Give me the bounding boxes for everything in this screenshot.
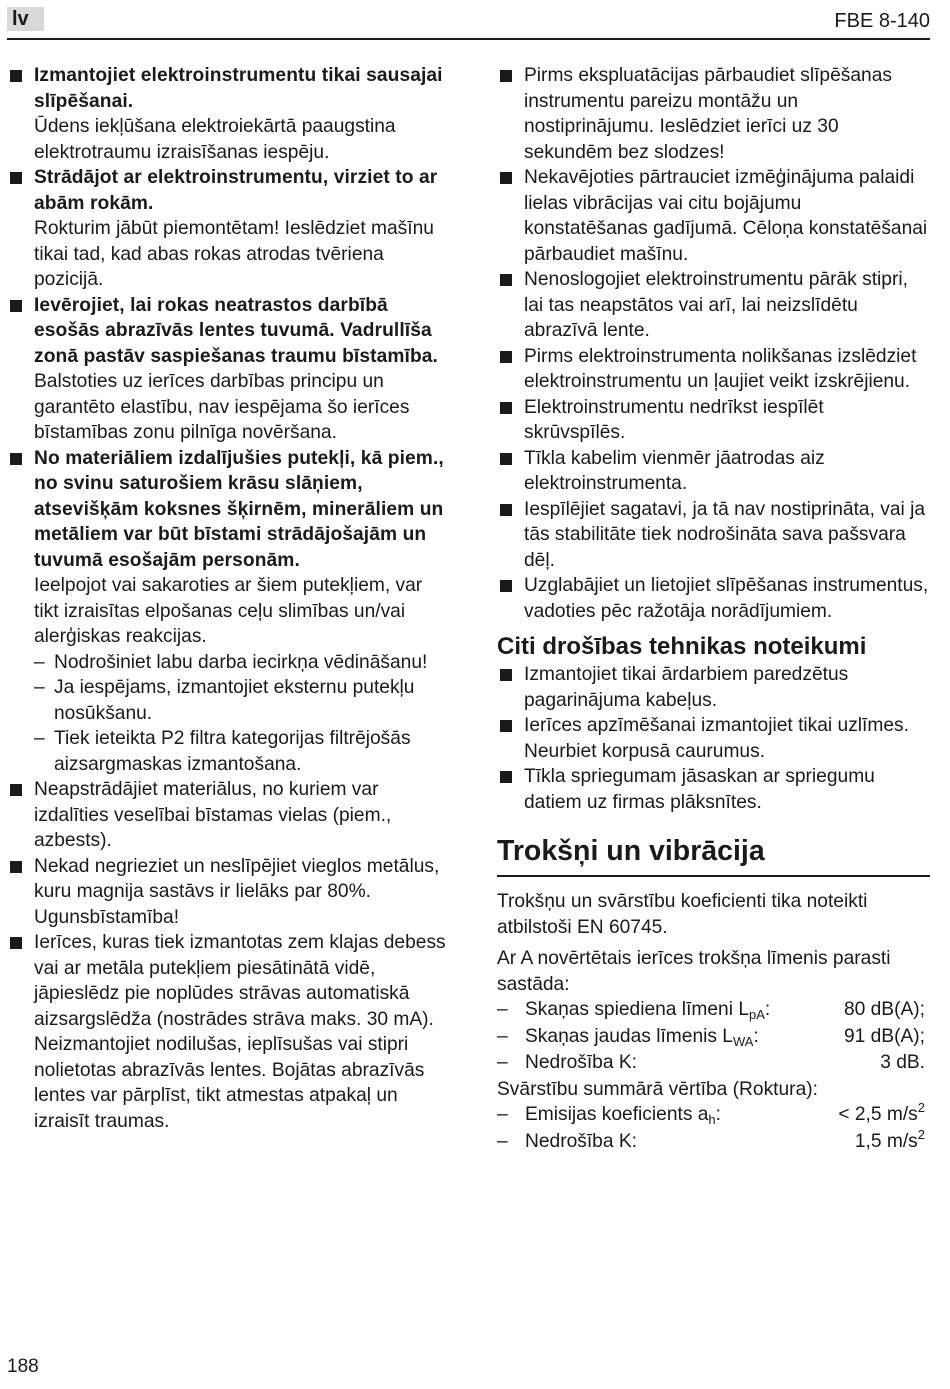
bullet-square-icon xyxy=(10,70,22,82)
item-text: Ieelpojot vai sakaroties ar šiem putekļiem, var tikt izraisītas elpošanas ceļu slimības un/vai alerģiskas reakcijas. xyxy=(34,575,423,647)
dash-mark: – xyxy=(34,728,45,749)
bullet-square-icon xyxy=(500,720,512,732)
item-text: Nenoslogojiet elektroinstrumentu pārāk stipri, lai tas neapstātos vai arī, lai neizslīdētu abrazīvā lente. xyxy=(524,269,908,341)
header-rule xyxy=(7,38,930,40)
noise-intro-text: Trokšņu un svārstību koeficienti tika noteikti atbilstoši EN 60745. xyxy=(497,891,868,938)
right-column xyxy=(497,63,930,1155)
dash-item xyxy=(7,650,447,676)
spec-row-sound-pressure xyxy=(497,997,930,1024)
item-text: Ūdens iekļūšana elektroiekārtā paaugstina elektrotraumu izraisīšanas iespēju. xyxy=(34,116,396,163)
dash-mark: – xyxy=(497,999,508,1020)
item-text: Rokturim jābūt piemontētam! Ieslēdziet mašīnu tikai tad, kad abas rokas atrodas tvēriena pozicijā. xyxy=(34,218,434,290)
item-bold-text: Ievērojiet, lai rokas neatrastos darbībā esošās abrazīvās lentes tuvumā. Vadrullīša zonā pastāv saspiešanas traumu bīstamība. xyxy=(34,294,438,367)
spec-value: 80 dB(A); xyxy=(843,999,925,1020)
item-bold-text: Strādājot ar elektroinstrumentu, virziet to ar abām rokām. xyxy=(34,167,438,214)
item-text: Iespīlējiet sagatavi, ja tā nav nostiprināta, vai ja tās stabilitāte tiek nodrošināta sava pašsvara dēļ. xyxy=(524,498,926,571)
item-text: Nekad negrieziet un neslīpējiet vieglos metālus, kuru magnija sastāvs ir lielāks par 80%. Ugunsbīstamība! xyxy=(34,855,440,928)
dash-text: Ja iespējams, izmantojiet eksternu putekļu nosūkšanu. xyxy=(54,677,415,724)
spec-label: Nedrošība K: xyxy=(525,1130,637,1152)
bullet-square-icon xyxy=(500,172,512,184)
dash-text: Tiek ieteikta P2 filtra kategorijas filtrējošās aizsargmaskas izmantošana. xyxy=(54,728,411,775)
list-item xyxy=(7,777,447,854)
item-text: Uzglabājiet un lietojiet slīpēšanas instrumentus, vadoties pēc ražotāja norādījumiem. xyxy=(524,575,929,622)
spec-row-sound-power xyxy=(497,1024,930,1051)
list-item xyxy=(7,165,447,293)
bullet-square-icon xyxy=(500,580,512,592)
spec-row-noise-uncertainty xyxy=(497,1050,930,1077)
dash-mark: – xyxy=(497,1104,508,1125)
bullet-square-icon xyxy=(10,300,22,312)
item-text: Ierīces, kuras tiek izmantotas zem klajas debess vai ar metāla putekļiem piesātinātā vidē, jāpieslēdz pie noplūdes strāvas automatiskā aizsargslēdža (nostrādes strāva maks. 30 mA). Neizmantojiet nodilušas, ieplīsušas vai stipri nolietotas abrazīvās lentes. Bojātas abrazīvās lentes var pārplīst, tikt atmestas atpakaļ un izraisīt traumas. xyxy=(34,932,446,1132)
spec-value: < 2,5 $m/s^2$ xyxy=(838,1100,925,1125)
document-code: FBE 8-140 xyxy=(834,10,930,32)
bullet-square-icon xyxy=(10,172,22,184)
list-item xyxy=(7,854,447,931)
spec-row-vibration-uncertainty xyxy=(497,1126,930,1156)
spec-label: Skaņas jaudas līmenis $L_{WA}$: xyxy=(525,1025,759,1049)
list-item xyxy=(497,446,930,497)
item-bold-text: No materiāliem izdalījušies putekļi, kā piem., no svinu saturošiem krāsu slāņiem, atsevišķām koksnes šķirnēm, minerāliem un metāliem var būt bīstami strādājošajām un tuvumā esošajām personām. xyxy=(34,447,444,571)
list-item xyxy=(497,764,930,815)
list-item xyxy=(497,497,930,574)
bullet-square-icon xyxy=(500,453,512,465)
spec-value: 91 dB(A); xyxy=(843,1025,925,1047)
list-item xyxy=(7,446,447,650)
spec-value: 3 dB. xyxy=(880,1052,925,1073)
bullet-square-icon xyxy=(500,70,512,82)
section-rule xyxy=(497,875,930,877)
item-text: Neapstrādājiet materiālus, no kuriem var izdalīties veselībai bīstamas vielas (piem., azbests). xyxy=(34,779,392,851)
item-text: Tīkla kabelim vienmēr jāatrodas aiz elektroinstrumenta. xyxy=(524,447,825,494)
noise-level-intro: Ar A novērtētais ierīces trokšņa līmenis parasti sastāda: xyxy=(497,948,891,995)
item-text: Tīkla spriegumam jāsaskan ar spriegumu datiem uz firmas plāksnītes. xyxy=(524,766,875,813)
item-bold-text: Izmantojiet elektroinstrumentu tikai sausajai slīpēšanai. xyxy=(34,65,443,112)
spec-row-vibration-emission xyxy=(497,1102,930,1129)
item-text: Pirms elektroinstrumenta nolikšanas izslēdziet elektroinstrumentu un ļaujiet veikt izskrējienu. xyxy=(524,345,917,392)
item-text: Ierīces apzīmēšanai izmantojiet tikai uzlīmes. Neurbiet korpusā caurumus. xyxy=(524,715,909,762)
list-item xyxy=(7,63,447,165)
vibration-intro: Svārstību summārā vērtība (Roktura): xyxy=(497,1078,818,1100)
spec-label: Nedrošība K: xyxy=(525,1052,637,1073)
item-text: Elektroinstrumentu nedrīkst iespīlēt skrūvspīlēs. xyxy=(524,396,824,443)
dash-mark: – xyxy=(497,1052,508,1073)
list-item xyxy=(497,165,930,267)
left-column xyxy=(7,63,447,1134)
list-item xyxy=(497,344,930,395)
item-text: Nekavējoties pārtrauciet izmēģinājuma palaidi lielas vibrācijas vai citu bojājumu konstatēšanas gadījumā. Cēloņa konstatēšanai pārbaudiet mašīnu. xyxy=(524,167,928,265)
bullet-square-icon xyxy=(10,784,22,796)
list-item xyxy=(497,573,930,624)
bullet-square-icon xyxy=(500,669,512,681)
dash-item xyxy=(7,726,447,777)
page-number: 188 xyxy=(7,1356,39,1377)
bullet-square-icon xyxy=(500,274,512,286)
bullet-square-icon xyxy=(500,351,512,363)
dash-mark: – xyxy=(497,1025,508,1047)
dash-mark: – xyxy=(34,677,45,698)
dash-item xyxy=(7,675,447,726)
item-text: Pirms ekspluatācijas pārbaudiet slīpēšanas instrumentu pareizu montāžu un nostiprinājumu. Ieslēdziet ierīci uz 30 sekundēm bez slodzes! xyxy=(524,65,892,163)
item-text: Balstoties uz ierīces darbības principu un garantēto elastību, nav iespējama šo ierīces bīstamības zonu pilnīga novēršana. xyxy=(34,371,410,443)
bullet-square-icon xyxy=(500,504,512,516)
list-item xyxy=(7,930,447,1134)
dash-mark: – xyxy=(497,1130,508,1152)
dash-text: Nodrošiniet labu darba iecirkņa vēdināšanu! xyxy=(54,651,428,673)
list-item xyxy=(497,662,930,713)
list-item xyxy=(497,63,930,165)
list-item xyxy=(7,293,447,446)
section-heading-noise: Trokšņi un vibrācija xyxy=(497,835,765,867)
spec-label: Skaņas spiediena līmeni $L_{pA}$: xyxy=(525,999,771,1022)
spec-label: Emisijas koeficients $a_h$: xyxy=(525,1104,721,1127)
list-item xyxy=(497,395,930,446)
bullet-square-icon xyxy=(500,402,512,414)
bullet-square-icon xyxy=(500,771,512,783)
spec-value: 1,5 $m/s^2$ xyxy=(854,1126,925,1152)
bullet-square-icon xyxy=(10,453,22,465)
bullet-square-icon xyxy=(10,861,22,873)
item-text: Izmantojiet tikai ārdarbiem paredzētus pagarinājuma kabeļus. xyxy=(524,664,849,711)
list-item xyxy=(497,267,930,344)
language-tag: lv xyxy=(7,7,44,31)
list-item xyxy=(497,713,930,764)
dash-mark: – xyxy=(34,651,45,673)
bullet-square-icon xyxy=(10,937,22,949)
section-heading-other-safety: Citi drošības tehnikas noteikumi xyxy=(497,633,867,660)
